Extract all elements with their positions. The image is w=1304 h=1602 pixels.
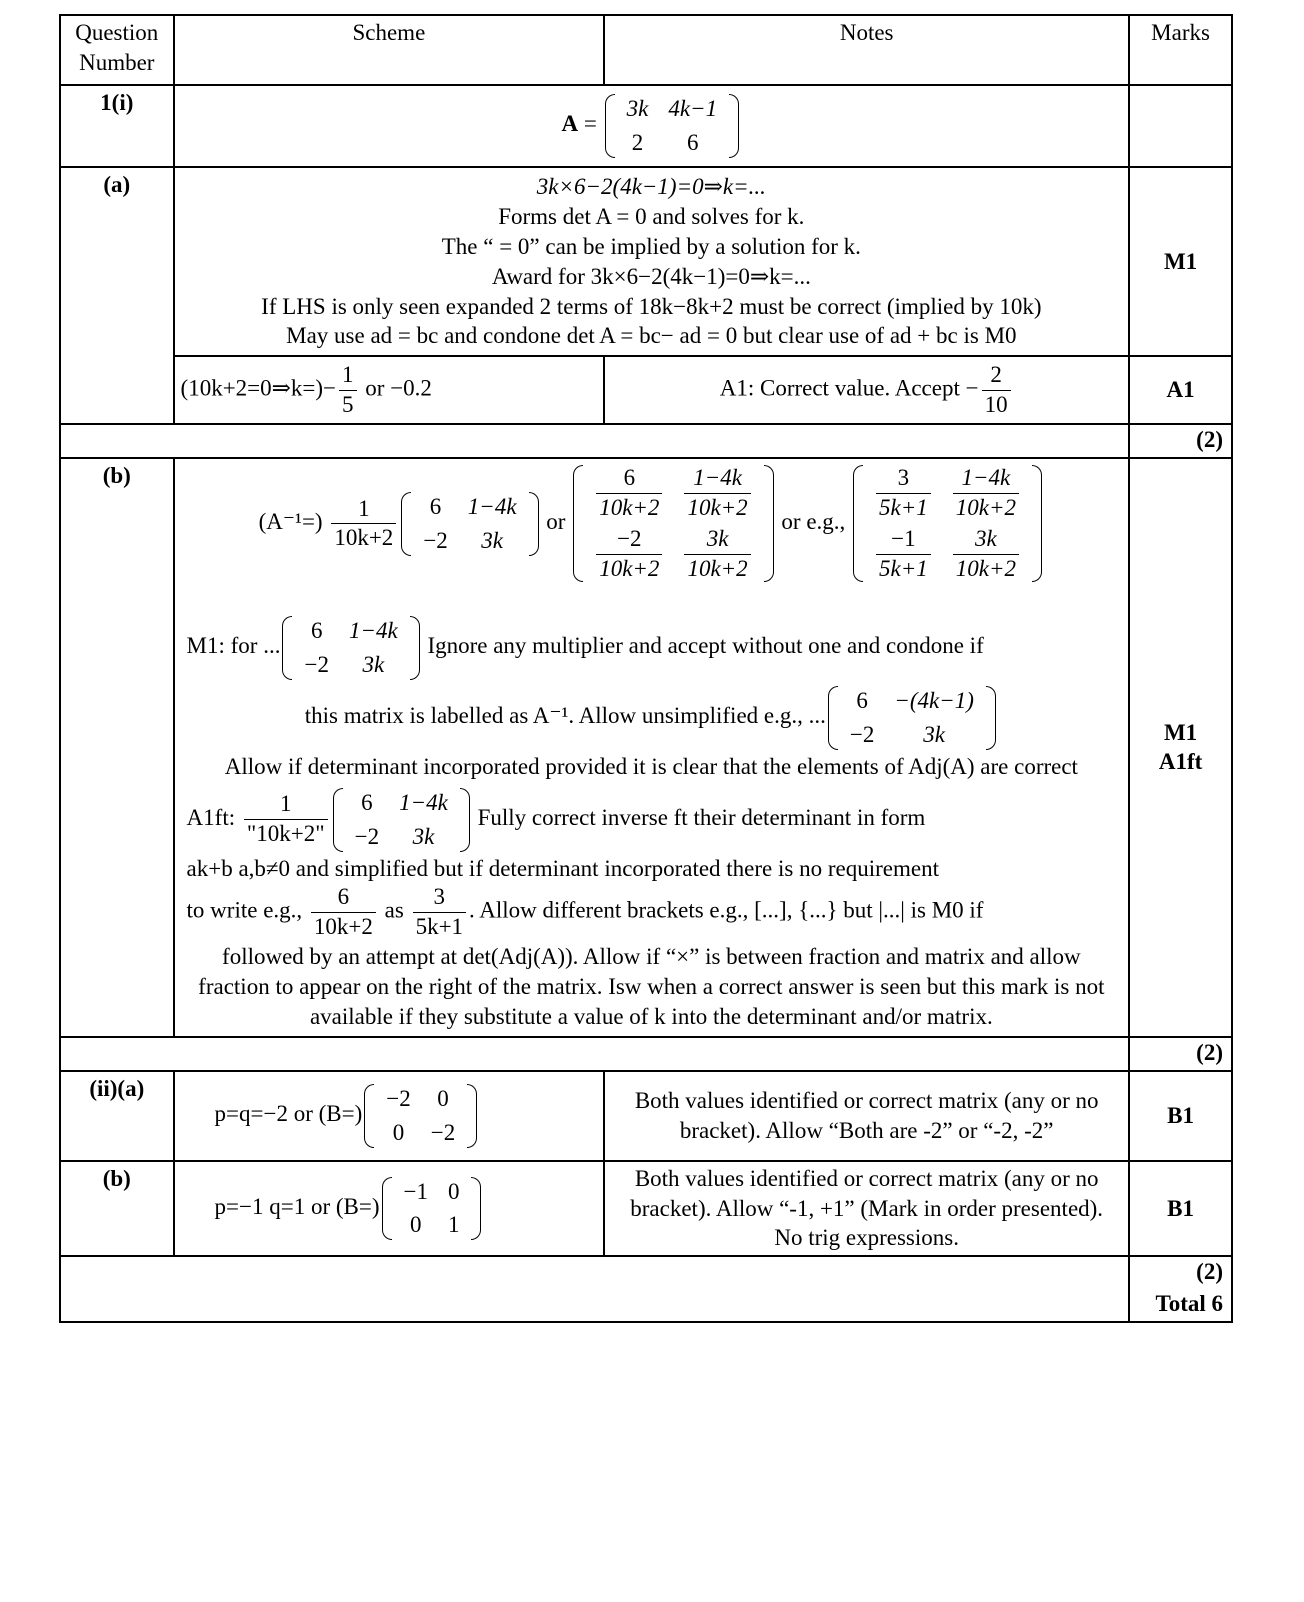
q2b-notes: Both values identified or correct matrix (any or no bracket). Allow “-1, +1” (Mark in order presented). No trig expressions. [604, 1161, 1129, 1257]
a1ft-prefix: A1ft: [186, 804, 236, 830]
row-q1a-answer [60, 356, 1232, 424]
adjugate-matrix-m1: 6 1−4k −2 3k [282, 614, 419, 682]
q1a-answer [174, 356, 605, 424]
or-text: or [546, 509, 566, 535]
matrix-definition: A = 3k 4k−1 2 6 [174, 85, 1130, 167]
q2a-scheme [174, 1071, 605, 1161]
answer-suffix: or −0.2 [365, 375, 432, 401]
marks-q1b [1129, 458, 1232, 1036]
scheme-line: The “ = 0” can be implied by a solution for k. [441, 233, 861, 259]
scheme-line: 3k×6−2(4k−1)=0⇒k=... [536, 174, 766, 199]
subtotal: (2) [1129, 1037, 1232, 1071]
scheme-line: Award for 3k×6−2(4k−1)=0⇒k=... [491, 263, 811, 289]
simplify-prefix: to write e.g., [186, 898, 303, 923]
row-q1b [60, 458, 1232, 1036]
row-q1i [60, 85, 1232, 167]
mark-a1: A1 [1129, 356, 1232, 424]
simplify-note [187, 883, 1117, 942]
unsimplified-matrix: 6 −(4k−1) −2 3k [828, 684, 996, 752]
total-spacer [60, 1289, 1129, 1322]
determinant-note: Allow if determinant incorporated provided it is clear that the elements of Adj(A) are correct [224, 753, 1078, 779]
subtotal-spacer [60, 1256, 1129, 1289]
or-eg-text: or e.g., [781, 509, 846, 535]
a1ft-note [187, 786, 1117, 854]
row-q1a-method [60, 167, 1232, 356]
fraction-6: $\frac{6}{10k+2}$ [311, 883, 376, 942]
scheme-text: p=q=−2 or (B=) [214, 1100, 363, 1126]
row-q2b [60, 1161, 1232, 1257]
scheme-text: p=−1 q=1 or (B=) [214, 1193, 380, 1219]
note-fraction: $\frac{2}{10}$ [982, 361, 1011, 420]
mark-a1ft: A1ft [1158, 749, 1203, 775]
inverse-matrix-alt: $\frac{3}{5k+1}$ $\frac{1-4k}{10k+2}$ $\frac{-1}{5k+1}$ $\frac{3k}{10k+2}$ [853, 463, 1042, 584]
unsimplified-note [187, 684, 1117, 752]
q2a-notes: Both values identified or correct matrix (any or no bracket). Allow “Both are -2” or “-2, -2” [604, 1071, 1129, 1161]
subtotal: (2) [1129, 1256, 1232, 1289]
subtotal-spacer [60, 1037, 1129, 1071]
m1-note [187, 614, 1117, 682]
mark-b1: B1 [1129, 1161, 1232, 1257]
q1b-scheme [174, 458, 1130, 1036]
adjugate-matrix-a1ft: 6 1−4k −2 3k [333, 786, 470, 854]
det-fraction: $\frac{1}{10k+2}$ [331, 495, 396, 554]
scheme-line: May use ad = bc and condone det A = bc− ad = 0 but clear use of ad + bc is M0 [286, 323, 1017, 349]
header-scheme: Scheme [174, 15, 605, 85]
row-q2a [60, 1071, 1232, 1161]
q2b-scheme [174, 1161, 605, 1257]
mark-m1: M1 [1129, 167, 1232, 356]
inverse-options [187, 463, 1117, 584]
q1a-method-text [174, 167, 1130, 356]
inverse-lhs: (A⁻¹=) [258, 509, 323, 535]
as-text: as [384, 898, 404, 923]
answer-fraction: $\frac{1}{5}$ [339, 361, 357, 420]
row-total [60, 1289, 1232, 1322]
question-label: (b) [60, 458, 174, 1036]
final-note: followed by an attempt at det(Adj(A)). Allow if “×” is between fraction and matrix and allow fraction to appear on the right of the matrix. Isw when a correct answer is seen but this mark is not available if they substitute a value of k into the determinant and/or matrix. [198, 943, 1105, 1029]
subtotal: (2) [1129, 424, 1232, 458]
m1-prefix: M1: for ... [186, 633, 281, 659]
mark-m1: M1 [1163, 719, 1198, 745]
unsimplified-text: this matrix is labelled as A⁻¹. Allow unsimplified e.g., ... [304, 703, 826, 729]
row-q1a-subtotal [60, 424, 1232, 458]
subtotal-spacer [60, 424, 1129, 458]
answer-prefix: (10k+2=0⇒k=)− [180, 375, 337, 401]
matrix-b: −2 0 0 −2 [364, 1082, 477, 1150]
row-q2-subtotal [60, 1256, 1232, 1289]
brackets-note: . Allow different brackets e.g., [...], {...} but |...| is M0 if [469, 898, 984, 923]
inverse-matrix-expanded: $\frac{6}{10k+2}$ $\frac{1-4k}{10k+2}$ $\frac{-2}{10k+2}$ $\frac{3k}{10k+2}$ [573, 463, 773, 584]
question-label: (ii)(a) [60, 1071, 174, 1161]
note-text: A1: Correct value. Accept − [719, 375, 979, 401]
total: Total 6 [1129, 1289, 1232, 1322]
header-marks: Marks [1129, 15, 1232, 85]
header-row [60, 15, 1232, 85]
header-question-number: Question Number [60, 15, 174, 85]
matrix-name: A [561, 111, 579, 137]
row-q1b-subtotal [60, 1037, 1232, 1071]
form-note: ak+b a,b≠0 and simplified but if determinant incorporated there is no requirement [186, 855, 939, 881]
marks-empty [1129, 85, 1232, 167]
mark-b1: B1 [1129, 1071, 1232, 1161]
scheme-line: Forms det A = 0 and solves for k. [498, 203, 805, 229]
question-label: 1(i) [60, 85, 174, 167]
a1ft-fraction: $\frac{1}{"10k+2"}$ [244, 790, 328, 849]
header-notes: Notes [604, 15, 1129, 85]
mark-scheme-table [59, 14, 1233, 1323]
matrix-a: 3k 4k−1 2 6 [605, 92, 739, 160]
question-label: (a) [60, 167, 174, 424]
question-label: (b) [60, 1161, 174, 1257]
fraction-3: $\frac{3}{5k+1}$ [413, 883, 466, 942]
scheme-line: If LHS is only seen expanded 2 terms of 18k−8k+2 must be correct (implied by 10k) [261, 293, 1042, 319]
q1a-note [604, 356, 1129, 424]
matrix-b: −1 0 0 1 [382, 1175, 482, 1243]
adjugate-matrix: 6 1−4k −2 3k [401, 490, 538, 558]
m1-text: Ignore any multiplier and accept without one and condone if [427, 633, 984, 659]
a1ft-text: Fully correct inverse ft their determinant in form [477, 804, 926, 830]
